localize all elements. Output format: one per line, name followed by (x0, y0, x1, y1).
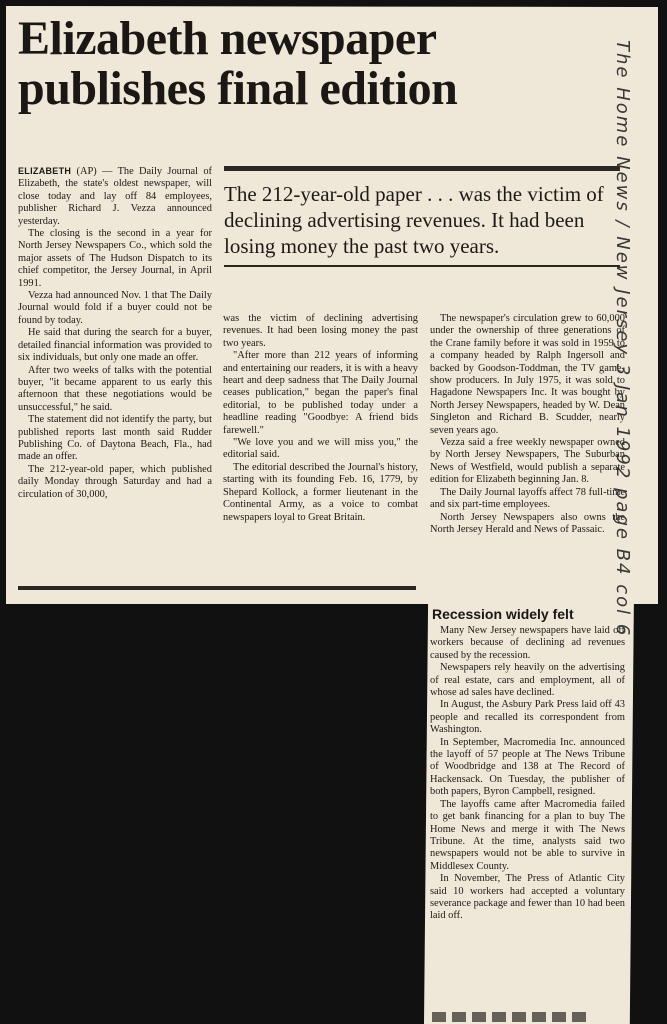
column-3 (430, 313, 625, 536)
paragraph: Many New Jersey newspapers have laid off workers because of declining ad revenues caused by the recession. (430, 625, 625, 661)
paragraph: In November, The Press of Atlantic City said 10 workers had accepted a voluntary severance package and fewer than 10 had been laid off. (430, 873, 625, 922)
pull-quote-text: The 212-year-old paper . . . was the victim of declining advertising revenues. It had been losing money the past two years. (224, 181, 620, 267)
paragraph: The 212-year-old paper, which published daily Monday through Saturday and had a circulation of 30,000, (18, 463, 212, 500)
paragraph: Newspapers rely heavily on the advertising of real estate, cars and employment, all of whose ad sales have declined. (430, 662, 625, 699)
paragraph: "After more than 212 years of informing and entertaining our readers, it is with a heavy heart and deep sadness that The Daily Journal ceases publication," began the paper's final editorial, to be published today under a headline reading "Goodbye: A friend bids farewell." (223, 350, 418, 436)
bottom-rule (18, 586, 416, 590)
column-4 (430, 625, 625, 923)
paragraph: Vezza had announced Nov. 1 that The Daily Journal would fold if a buyer could not be found by today. (18, 290, 212, 326)
paragraph: The layoffs came after Macromedia failed to get bank financing for a plan to buy The Home News and merge it with The News Tribune. At the time, analysts said two newspapers would not be able to survive in Middlesex County. (430, 798, 625, 872)
paragraph: In September, Macromedia Inc. announced the layoff of 57 people at The News Tribune of Woodbridge and 138 at The Record of Hackensack. On Tuesday, the publisher of both papers, Byron Campbell, resigned. (430, 736, 625, 798)
column-2 (223, 313, 418, 524)
paragraph: North Jersey Newspapers also owns the North Jersey Herald and News of Passaic. (430, 511, 625, 535)
paragraph: The closing is the second in a year for North Jersey Newspapers Co., which sold the major assets of The Hudson Dispatch to its chief competitor, the Jersey Journal, in April 1991. (18, 228, 212, 289)
paragraph: After two weeks of talks with the potential buyer, "it became apparent to us early this afternoon that these negotiations would be unsuccessful," he said. (18, 364, 212, 413)
pull-quote (224, 166, 620, 267)
lead-paragraph: ELIZABETH (AP) — The Daily Journal of Elizabeth, the state's oldest newspaper, will close today and lay off 84 employees, publisher Richard J. Vezza announced yesterday. (18, 166, 212, 227)
paragraph: The Daily Journal layoffs affect 78 full-time and six part-time employees. (430, 486, 625, 511)
paragraph: was the victim of declining advertising revenues. It had been losing money the past two years. (223, 313, 418, 349)
dateline: ELIZABETH (18, 166, 72, 176)
paragraph: Vezza said a free weekly newspaper owned by North Jersey Newspapers, The Suburban News of Westfield, would publish a separate edition for Elizabeth beginning Jan. 8. (430, 437, 625, 486)
paragraph: The editorial described the Journal's history, starting with its founding Feb. 16, 1779, by Shepard Kollock, a former lieutenant in the Continental Army, as a voice to combat newspapers loyal to Great Britain. (223, 461, 418, 523)
handwritten-source-note: The Home News / New Jersey 3 Jan 1992 page B4 col 6 (612, 40, 633, 638)
column-1 (18, 165, 212, 501)
paragraph: In August, the Asbury Park Press laid off 43 people and recalled its correspondent from Washington. (430, 699, 625, 736)
paragraph: "We love you and we will miss you," the editorial said. (223, 437, 418, 461)
paragraph: The statement did not identify the party, but published reports last month said Rudder Publishing Co. of Daytona Beach, Fla., had made an offer. (18, 414, 212, 463)
subhead: Recession widely felt (432, 606, 574, 622)
cut-off-text-strip (432, 1012, 592, 1022)
paragraph: The newspaper's circulation grew to 60,000 under the ownership of three generations of the Crane family before it was sold in 1959 to a company headed by Ralph Ingersoll and backed by Goodson-Toddman, the TV game-show producers. In July 1975, it was sold to Hagadone Newspapers Inc. It was bought by North Jersey Newspapers, headed by W. Dean Singleton and Richard B. Scudder, nearly seven years ago. (430, 313, 625, 436)
headline: Elizabeth newspaper publishes final edition (18, 12, 458, 115)
paragraph: He said that during the search for a buyer, detailed financial information was provided to six individuals, but only one made an offer. (18, 327, 212, 364)
